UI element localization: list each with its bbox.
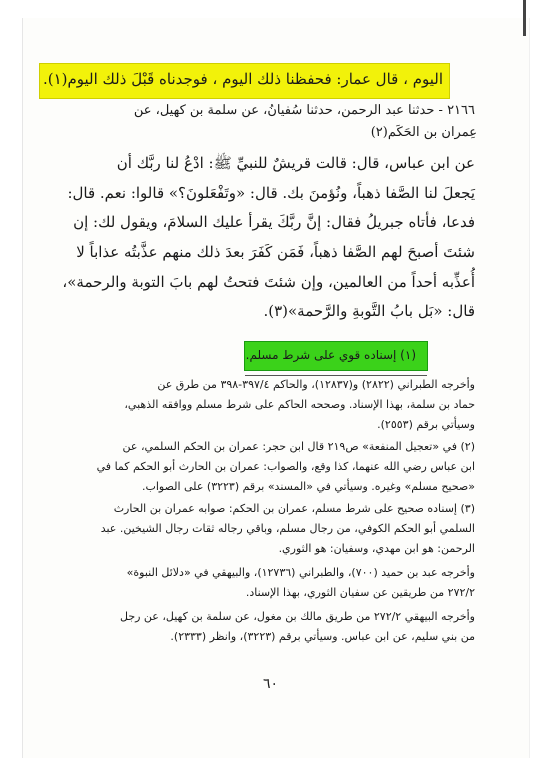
footnote-line: الرحمن: هو ابن مهدي، وسفيان: هو الثوري. — [278, 542, 475, 555]
hadith-header-line-2: عِمران بن الحَكَم(٢) — [370, 125, 477, 140]
hadith-body-line: فدعا، فأتاه جبريلُ فقال: إنَّ ربَّكَ يقرأ عليك السلامَ، ويقول لك: إن — [73, 213, 475, 231]
footnote-line: وسيأتي برقم (٢٥٥٣). — [377, 418, 475, 431]
footnote-line: وأخرجه عبد بن حميد (٧٠٠)، والطبراني (١٢٧٣٦)، والبيهقي في «دلائل النبوة» — [126, 566, 475, 579]
footnote-line: وأخرجه الطبراني (٢٨٢٢) و(١٢٨٣٧)، والحاكم ٣٩٧/٤-٣٩٨ من طرق عن — [157, 378, 475, 391]
footnote-line: من بني سليم، عن ابن عباس. وسيأتي برقم (٣٢٢٣)، وانظر (٢٣٣٣). — [170, 630, 475, 643]
footnote-line: ٢٧٢/٢ من طريقين عن سفيان الثوري، بهذا الإسناد. — [245, 586, 475, 599]
hadith-body-line: يَجعلَ لنا الصَّفا ذهباً، ونُؤمنَ بك. قال: «وتَفْعَلونَ؟» قالوا: نعم. قال: — [67, 184, 475, 202]
hadith-body-line: شئتَ أصبحَ لهم الصَّفا ذهباً، فَمَن كَفَرَ بعدَ ذلك منهم عذَّبتُه عذاباً لا — [76, 243, 475, 261]
footnote-line: وأخرجه البيهقي ٢٧٢/٢ من طريق مالك بن مغول، عن سلمة بن كهيل، عن رجل — [119, 610, 475, 623]
footnote-line: ابن عباس رضي الله عنهما، كذا وقع، والصواب: عمران بن الحارث أبو الحكم كما في — [96, 460, 475, 473]
hadith-header-line-1: ٢١٦٦ - حدثنا عبد الرحمن، حدثنا سُفيانُ، عن سلمة بن كهيل، عن — [133, 103, 475, 118]
footnote-separator — [245, 375, 427, 376]
footnote-line: «صحيح مسلم» وغيره. وسيأتي في «المسند» برقم (٣٢٢٣) على الصواب. — [141, 480, 475, 493]
footnote-highlighted-line: (١) إسناده قوي على شرط مسلم. — [245, 348, 416, 362]
footnote-line: (٢) في «تعجيل المنفعة» ص٢١٩ قال ابن حجر: عمران بن الحكم السلمي، عن — [122, 440, 475, 453]
highlighted-text-line: اليوم ، قال عمار: فحفظنا ذلك اليوم ، فوجدناه قَبْلَ ذلك اليوم(١). — [42, 70, 443, 88]
hadith-body-line: عن ابن عباس، قال: قالت قريشٌ للنبيِّ ﷺ: ادْعُ لنا ربَّك أن — [116, 154, 475, 172]
hadith-body-line: قال: «بَل بابُ التَّوبةِ والرَّحمة»(٣). — [263, 302, 475, 320]
page-edge-mark — [523, 0, 526, 36]
footnote-line: السلمي أبو الحكم الكوفي، من رجال مسلم، وباقي رجاله ثقات رجال الشيخين. عبد — [100, 522, 475, 535]
hadith-body-line: أُعذِّبه أحداً من العالمين، وإن شئتَ فتحتُ لهم بابَ التوبة والرحمة»، — [62, 273, 475, 291]
footnote-line: حماد بن سلمة، بهذا الإسناد. وصححه الحاكم على شرط مسلم ووافقه الذهبي، — [124, 398, 475, 411]
footnote-line: (٣) إسناده صحيح على شرط مسلم، عمران بن الحكم: صوابه عمران بن الحارث — [113, 502, 475, 515]
page-number: ٦٠ — [262, 676, 279, 692]
